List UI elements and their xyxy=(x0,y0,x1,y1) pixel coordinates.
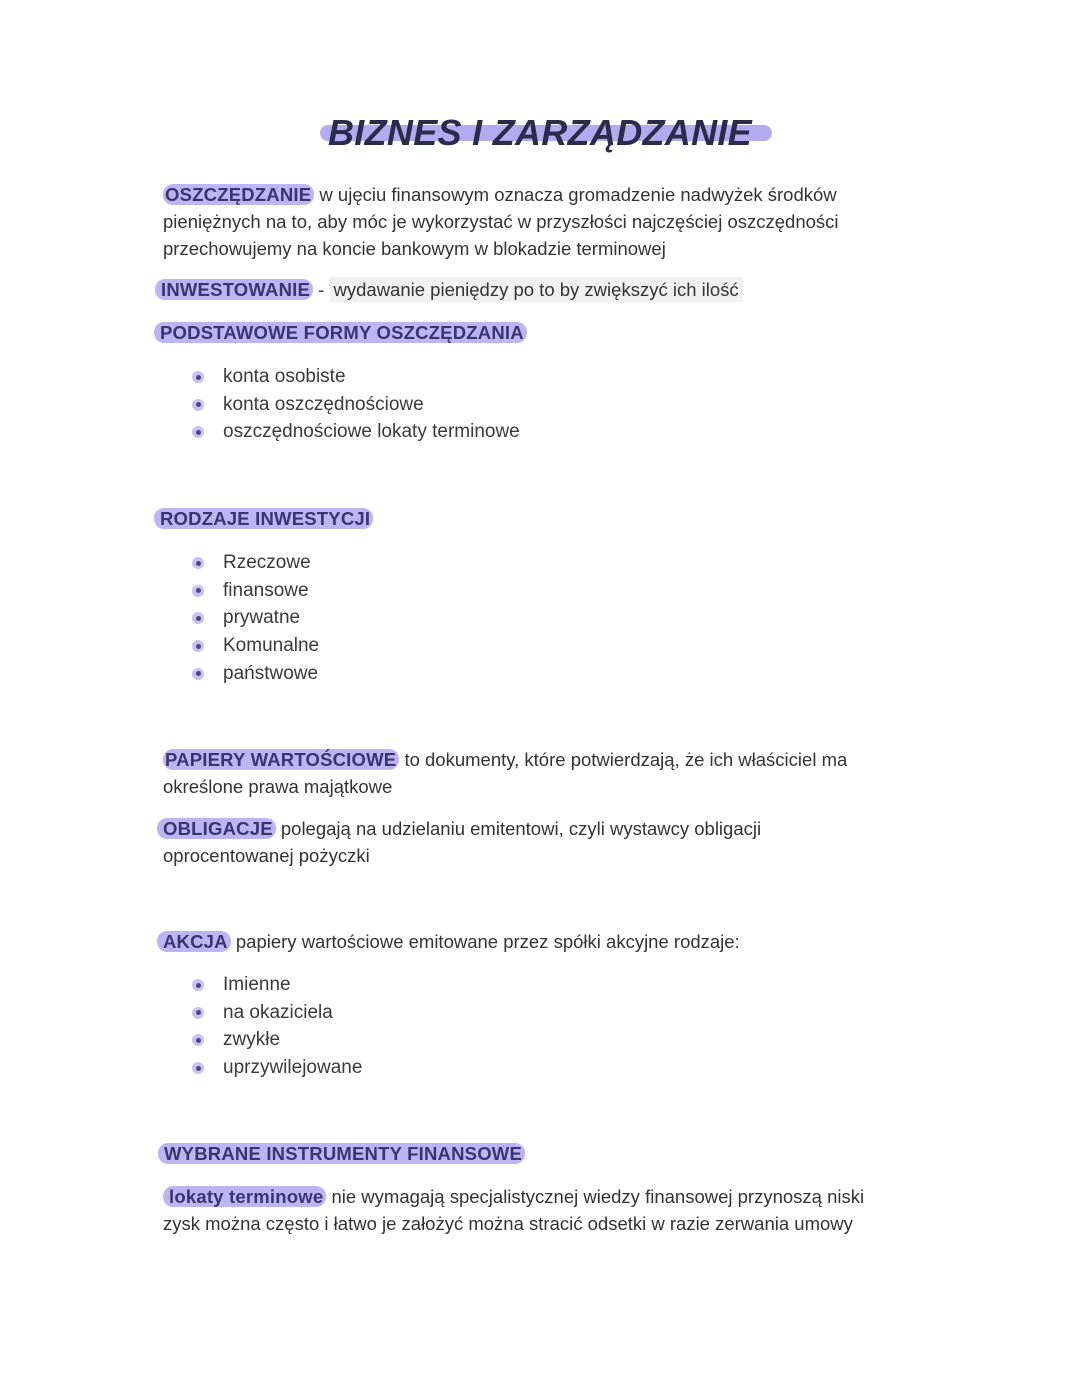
securities-line-1: to dokumenty, które potwierdzają, że ich właściciel ma xyxy=(399,749,848,770)
list-item: państwowe xyxy=(190,660,319,688)
list-item: Rzeczowe xyxy=(190,549,319,577)
list-item: oszczędnościowe lokaty terminowe xyxy=(190,418,520,446)
page-title: BIZNES I ZARZĄDZANIE xyxy=(328,112,752,153)
bullet-icon xyxy=(192,1062,204,1074)
investing-definition xyxy=(161,276,921,303)
list-item: uprzywilejowane xyxy=(190,1054,362,1082)
saving-forms-list xyxy=(190,363,520,446)
list-item: Komunalne xyxy=(190,632,319,660)
investment-types-list xyxy=(190,549,319,687)
list-item: prywatne xyxy=(190,604,319,632)
savings-line-3: przechowujemy na koncie bankowym w blokadzie terminowej xyxy=(163,238,666,259)
savings-line-2: pieniężnych na to, aby móc je wykorzystać w przyszłości najczęściej oszczędności xyxy=(163,211,839,232)
shares-line-1: papiery wartościowe emitowane przez spółki akcyjne rodzaje: xyxy=(230,931,740,952)
securities-definition xyxy=(163,746,923,800)
shares-term: AKCJA xyxy=(157,931,231,952)
instruments-term: lokaty terminowe xyxy=(163,1186,326,1207)
bullet-icon xyxy=(192,371,204,383)
investing-term: INWESTOWANIE xyxy=(155,279,313,300)
bullet-icon xyxy=(192,557,204,569)
bullet-icon xyxy=(192,1007,204,1019)
investing-definition-text: wydawanie pieniędzy po to by zwiększyć ich ilość xyxy=(330,277,743,302)
list-item: na okaziciela xyxy=(190,999,362,1027)
bullet-icon xyxy=(192,585,204,597)
bullet-icon xyxy=(192,612,204,624)
instruments-line-1: nie wymagają specjalistycznej wiedzy finansowej przynoszą niski xyxy=(326,1186,865,1207)
instruments-line-2: zysk można często i łatwo je założyć można stracić odsetki w razie zerwania umowy xyxy=(163,1213,853,1234)
shares-types-list xyxy=(190,971,362,1082)
bonds-definition xyxy=(163,815,923,869)
instruments-heading: WYBRANE INSTRUMENTY FINANSOWE xyxy=(164,1140,525,1167)
bullet-icon xyxy=(192,426,204,438)
bullet-icon xyxy=(192,640,204,652)
list-item: konta osobiste xyxy=(190,363,520,391)
instruments-definition xyxy=(163,1183,943,1237)
list-item: finansowe xyxy=(190,577,319,605)
list-item: zwykłe xyxy=(190,1026,362,1054)
title-container xyxy=(0,112,1080,154)
savings-line-1: w ujęciu finansowym oznacza gromadzenie nadwyżek środków xyxy=(314,184,837,205)
shares-definition xyxy=(163,928,923,955)
saving-forms-heading: PODSTAWOWE FORMY OSZCZĘDZANIA xyxy=(160,319,527,346)
bullet-icon xyxy=(192,399,204,411)
bullet-icon xyxy=(192,668,204,680)
bonds-term: OBLIGACJE xyxy=(157,818,276,839)
bullet-icon xyxy=(192,979,204,991)
savings-definition xyxy=(163,181,923,262)
bullet-icon xyxy=(192,1034,204,1046)
list-item: konta oszczędnościowe xyxy=(190,391,520,419)
securities-term: PAPIERY WARTOŚCIOWE xyxy=(163,749,399,770)
bonds-line-2: oprocentowanej pożyczki xyxy=(163,845,370,866)
investment-types-heading: RODZAJE INWESTYCJI xyxy=(160,505,373,532)
list-item: Imienne xyxy=(190,971,362,999)
bonds-line-1: polegają na udzielaniu emitentowi, czyli wystawcy obligacji xyxy=(275,818,762,839)
securities-line-2: określone prawa majątkowe xyxy=(163,776,393,797)
investing-separator: - xyxy=(313,279,330,300)
savings-term: OSZCZĘDZANIE xyxy=(163,184,314,205)
